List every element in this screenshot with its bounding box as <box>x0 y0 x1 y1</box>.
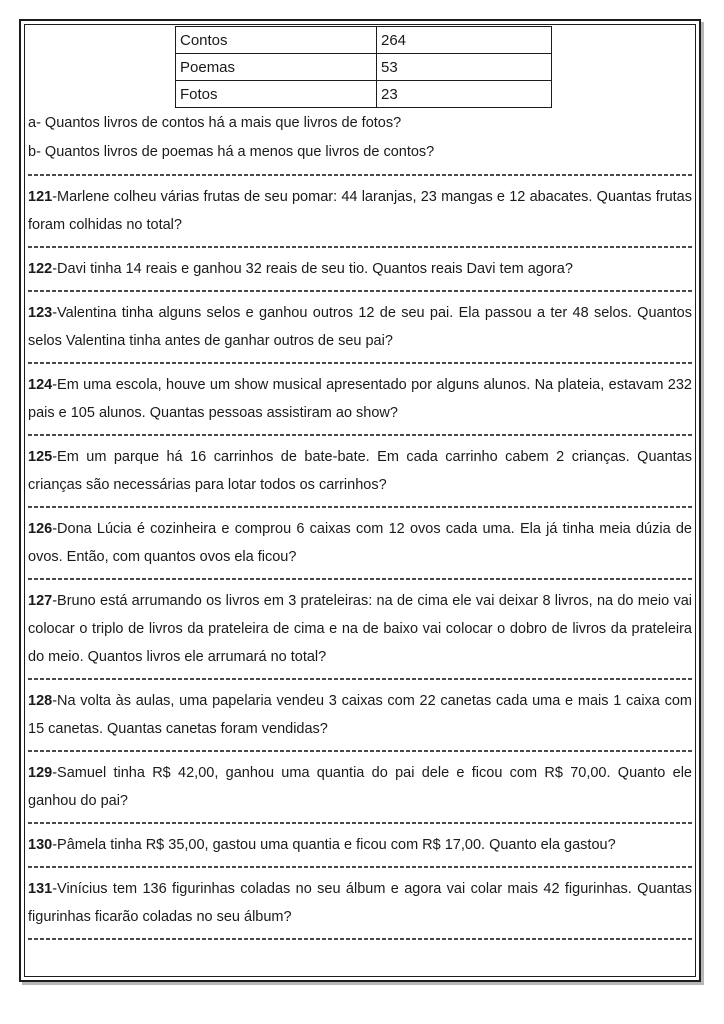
question-text: -Em um parque há 16 carrinhos de bate-bate. Em cada carrinho cabem 2 crianças. Quantas crianças são necessárias para lotar todos os carrinhos? <box>28 449 692 493</box>
book-category-cell: Contos <box>176 27 377 54</box>
question-number: 125 <box>28 449 53 465</box>
question-128 <box>28 687 692 743</box>
question-124 <box>28 371 692 427</box>
question-number: 126 <box>28 521 53 537</box>
dashed-separator <box>28 246 692 248</box>
question-number: 122 <box>28 261 53 277</box>
question-text: -Valentina tinha alguns selos e ganhou outros 12 de seu pai. Ela passou a ter 48 selos. Quantos selos Valentina tinha antes de ganhar outros de seu pai? <box>28 305 692 349</box>
subquestion-a: a- Quantos livros de contos há a mais que livros de fotos? <box>28 115 402 131</box>
question-131 <box>28 875 692 931</box>
question-121 <box>28 183 692 239</box>
dashed-separator <box>28 362 692 364</box>
book-category-cell: Poemas <box>176 54 377 81</box>
question-text: -Dona Lúcia é cozinheira e comprou 6 caixas com 12 ovos cada uma. Ela já tinha meia dúzia de ovos. Então, com quantos ovos ela ficou? <box>28 521 692 565</box>
question-125 <box>28 443 692 499</box>
book-count-cell: 53 <box>377 54 552 81</box>
question-number: 129 <box>28 765 53 781</box>
question-130 <box>28 831 692 859</box>
table-row <box>176 81 552 108</box>
table-row <box>176 27 552 54</box>
question-text: -Vinícius tem 136 figurinhas coladas no seu álbum e agora vai colar mais 42 figurinhas. Quantas figurinhas ficarão coladas no seu álbum? <box>28 881 692 925</box>
question-127 <box>28 587 692 671</box>
question-number: 127 <box>28 593 53 609</box>
question-text: -Em uma escola, houve um show musical apresentado por alguns alunos. Na plateia, estavam 232 pais e 105 alunos. Quantas pessoas assistiram ao show? <box>28 377 692 421</box>
table-row <box>176 54 552 81</box>
question-122 <box>28 255 692 283</box>
question-text: -Na volta às aulas, uma papelaria vendeu 3 caixas com 22 canetas cada uma e mais 1 caixa com 15 canetas. Quantas canetas foram vendidas? <box>28 693 692 737</box>
question-text: -Pâmela tinha R$ 35,00, gastou uma quantia e ficou com R$ 17,00. Quanto ela gastou? <box>52 837 616 853</box>
question-text: -Samuel tinha R$ 42,00, ganhou uma quantia do pai dele e ficou com R$ 70,00. Quanto ele ganhou do pai? <box>28 765 692 809</box>
subquestion-b: b- Quantos livros de poemas há a menos que livros de contos? <box>28 144 435 160</box>
question-number: 128 <box>28 693 53 709</box>
dashed-separator <box>28 290 692 292</box>
book-category-cell: Fotos <box>176 81 377 108</box>
books-count-table <box>175 26 552 108</box>
dashed-separator <box>28 938 692 940</box>
question-text: -Davi tinha 14 reais e ganhou 32 reais de seu tio. Quantos reais Davi tem agora? <box>52 261 573 277</box>
question-text: -Bruno está arrumando os livros em 3 prateleiras: na de cima ele vai deixar 8 livros, na do meio vai colocar o triplo de livros da prateleira de cima e na de baixo vai colocar o dobro de livros da prateleira do meio. Quantos livros ele arrumará no total? <box>28 593 692 665</box>
dashed-separator <box>28 174 692 176</box>
question-number: 121 <box>28 189 53 205</box>
dashed-separator <box>28 434 692 436</box>
question-129 <box>28 759 692 815</box>
dashed-separator <box>28 822 692 824</box>
dashed-separator <box>28 506 692 508</box>
question-123 <box>28 299 692 355</box>
dashed-separator <box>28 578 692 580</box>
book-count-cell: 264 <box>377 27 552 54</box>
question-number: 131 <box>28 881 53 897</box>
question-number: 123 <box>28 305 53 321</box>
question-126 <box>28 515 692 571</box>
worksheet-content <box>24 24 696 977</box>
question-number: 124 <box>28 377 53 393</box>
book-count-cell: 23 <box>377 81 552 108</box>
page-border-frame <box>19 19 701 982</box>
dashed-separator <box>28 678 692 680</box>
dashed-separator <box>28 866 692 868</box>
question-text: -Marlene colheu várias frutas de seu pomar: 44 laranjas, 23 mangas e 12 abacates. Quantas frutas foram colhidas no total? <box>28 189 692 233</box>
dashed-separator <box>28 750 692 752</box>
question-number: 130 <box>28 837 53 853</box>
